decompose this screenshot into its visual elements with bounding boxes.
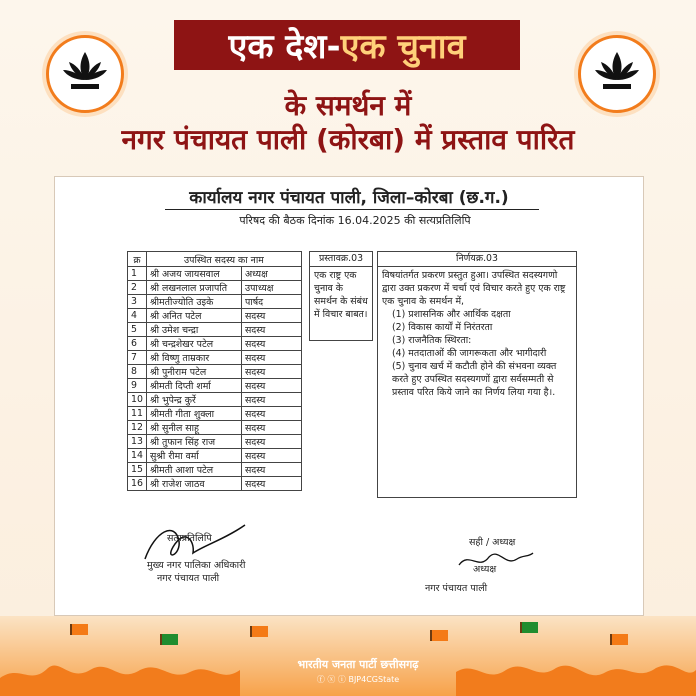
member-role: सदस्य [241,449,301,463]
heading-underline [165,209,539,210]
office-heading: कार्यालय नगर पंचायत पाली, जिला–कोरबा (छ.ग.) [189,188,509,208]
table-row [128,477,302,491]
column-header: क्र [128,252,147,267]
member-role: सदस्य [241,421,301,435]
member-role: सदस्य [241,435,301,449]
member-no: 2 [128,281,147,295]
column-header: उपस्थित सदस्य का नाम [146,252,301,267]
social-handle [278,674,438,685]
member-role: उपाध्यक्ष [241,281,301,295]
signature-right [455,545,535,575]
table-row [128,421,302,435]
decision-box [377,251,577,498]
member-no: 3 [128,295,147,309]
member-name: श्री सुनील साहू [146,421,241,435]
member-role: सदस्य [241,365,301,379]
party-name: भारतीय जनता पार्टी छत्तीसगढ़ [297,658,419,671]
table-row [128,407,302,421]
proposal-box [309,251,373,341]
table-header-row [128,252,302,267]
handle-text: BJP4CGState [348,675,400,684]
sig-right-label: सही / अध्यक्ष [469,537,516,548]
decision-point: (4) मतदाताओं की जागरूकता और भागीदारी [392,348,547,359]
member-no: 11 [128,407,147,421]
decision-point: (1) प्रशासनिक और आर्थिक दक्षता [392,309,511,320]
table-row [128,323,302,337]
member-name: श्रीमती गीता शुक्ला [146,407,241,421]
member-role: सदस्य [241,477,301,491]
table-row [128,393,302,407]
member-no: 8 [128,365,147,379]
member-name: श्री उमेश चन्द्रा [146,323,241,337]
member-role: सदस्य [241,463,301,477]
member-role: सदस्य [241,309,301,323]
member-no: 15 [128,463,147,477]
flag-icon [70,624,88,635]
member-no: 7 [128,351,147,365]
member-name: श्री राजेश जाठव [146,477,241,491]
table-row [128,435,302,449]
flag-icon [250,626,268,637]
table-row [128,281,302,295]
member-no: 6 [128,337,147,351]
sig-left-org: नगर पंचायत पाली [157,573,220,584]
subtitle-line2: नगर पंचायत पाली (कोरबा) में प्रस्ताव पारित [121,123,575,156]
member-role: पार्षद [241,295,301,309]
decision-point: (5) चुनाव खर्च में कटौती होने की संभवना व्यक्त करते हुए उपस्थित सदस्यगणों द्वारा सर्वसम्मती से प्रस्ताव परित किये जाने का निर्णय लिया गया है।. [392,361,557,398]
title-part2: एक चुनाव [340,27,466,67]
decision-point: (3) राजनैतिक स्थिरता: [392,335,472,346]
table-row [128,337,302,351]
member-name: श्रीमती दिप्ती शर्मा [146,379,241,393]
sig-right-title: अध्यक्ष [473,564,497,575]
title-part1: एक देश- [228,27,341,67]
decision-point: (2) विकास कार्यों में निरंतरता [392,322,493,333]
member-name: श्रीमतीज्योति उइके [146,295,241,309]
member-no: 4 [128,309,147,323]
flag-icon [520,622,538,633]
decision-header: निर्णयक्र.03 [378,252,576,267]
member-no: 10 [128,393,147,407]
decision-points [382,308,572,399]
proposal-text: एक राष्ट्र एक चुनाव के समर्थन के संबंध में विचार बाबत। [314,270,368,320]
decision-intro: विषयांतर्गत प्रकरण प्रस्तुत हुआ। उपस्थित सदस्यगणो द्वारा उक्त प्रकरण में चर्चा एवं विचार करते हुए एक राष्ट्र एक चुनाव के समर्थन में, [382,270,566,307]
table-row [128,379,302,393]
table-row [128,463,302,477]
title-banner [174,20,520,70]
member-role: सदस्य [241,379,301,393]
member-name: श्री चन्द्रशेखर पटेल [146,337,241,351]
flag-icon [610,634,628,645]
member-name: श्री पुनीराम पटेल [146,365,241,379]
subtitle-line1: के समर्थन में [284,89,412,122]
table-row [128,365,302,379]
table-row [128,295,302,309]
members-table [127,251,302,491]
member-no: 16 [128,477,147,491]
member-name: श्रीमती आशा पटेल [146,463,241,477]
member-role: सदस्य [241,337,301,351]
meeting-date: परिषद की बैठक दिनांक 16.04.2025 की सत्यप्रतिलिपि [239,214,471,227]
sig-right-org: नगर पंचायत पाली [425,583,488,594]
member-role: अध्यक्ष [241,267,301,281]
member-name: श्री लखनलाल प्रजापति [146,281,241,295]
table-row [128,449,302,463]
member-no: 5 [128,323,147,337]
member-name: श्री तुफान सिंह राज [146,435,241,449]
party-footer [278,657,438,691]
member-no: 14 [128,449,147,463]
member-role: सदस्य [241,351,301,365]
member-role: सदस्य [241,323,301,337]
member-role: सदस्य [241,393,301,407]
member-no: 9 [128,379,147,393]
social-icons: ⓕ ⓧ ⓘ [316,675,349,684]
member-name: श्री भुपेन्द्र कुर्रे [146,393,241,407]
sig-left-title: मुख्य नगर पालिका अधिकारी [147,560,246,571]
signature-block-left [147,531,246,584]
flag-icon [430,630,448,641]
member-no: 12 [128,421,147,435]
member-no: 1 [128,267,147,281]
proposal-header: प्रस्तावक्र.03 [310,252,372,267]
member-name: श्री अनित पटेल [146,309,241,323]
member-name: सुश्री रीमा वर्मा [146,449,241,463]
member-name: श्री विष्णु ताम्रकार [146,351,241,365]
member-name: श्री अजय जायसवाल [146,267,241,281]
table-row [128,267,302,281]
sig-left-label: सत्यप्रतिलिपि [167,533,212,544]
table-row [128,309,302,323]
table-row [128,351,302,365]
flag-icon [160,634,178,645]
member-role: सदस्य [241,407,301,421]
resolution-document [54,176,644,616]
member-no: 13 [128,435,147,449]
